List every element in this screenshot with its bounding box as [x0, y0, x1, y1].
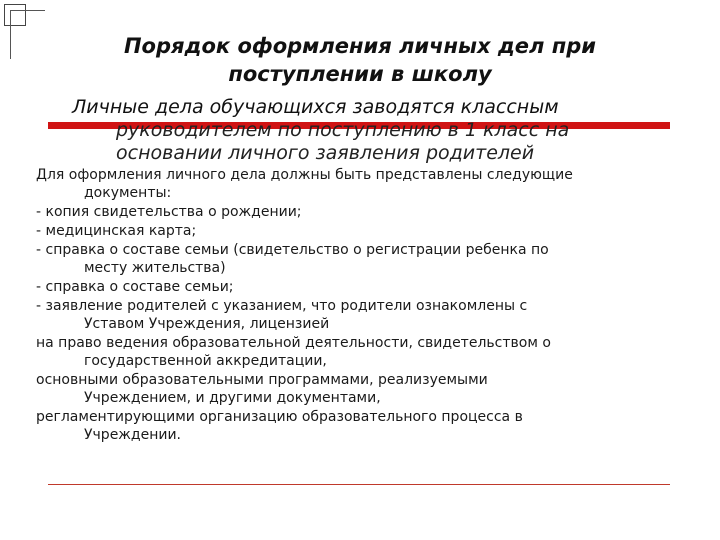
lead-paragraph [72, 96, 672, 165]
list-item-family-composition: - справка о составе семьи; [36, 279, 234, 295]
slide-title [60, 32, 660, 88]
bottom-divider [48, 484, 670, 485]
list-item-family-certificate [36, 241, 672, 277]
cont1-line-2: государственной аккредитации, [84, 353, 327, 369]
intro-line-2: документы: [84, 185, 172, 201]
decor-corner-frame [10, 10, 45, 59]
intro-line-1: Для оформления личного дела должны быть представлены следующие [36, 167, 573, 183]
item5-line-2: Уставом Учреждения, лицензией [84, 316, 330, 332]
intro-paragraph [36, 166, 672, 202]
cont2-line-2: Учреждением, и другими документами, [84, 390, 381, 406]
cont1-line-1: на право ведения образовательной деятельности, свидетельством о [36, 335, 551, 351]
cont3-line-1: регламентирующими организацию образовательного процесса в [36, 409, 523, 425]
body-text [36, 166, 672, 445]
lead-line-3: основании личного заявления родителей [116, 142, 535, 164]
list-item-medical-card: - медицинская карта; [36, 223, 197, 239]
cont3-line-2: Учреждении. [84, 427, 182, 443]
continuation-license [36, 334, 672, 370]
title-line-1: Порядок оформления личных дел при [123, 34, 597, 58]
item3-line-1: - справка о составе семьи (свидетельство о регистрации ребенка по [36, 242, 549, 258]
list-item-parent-application [36, 297, 672, 333]
item3-line-2: месту жительства) [84, 260, 226, 276]
list-item-birth-certificate: - копия свидетельства о рождении; [36, 204, 302, 220]
continuation-process [36, 408, 672, 444]
continuation-programs [36, 371, 672, 407]
title-line-2: поступлении в школу [228, 62, 492, 86]
lead-line-2: руководителем по поступлению в 1 класс на [116, 119, 570, 141]
item5-line-1: - заявление родителей с указанием, что родители ознакомлены с [36, 298, 528, 314]
lead-line-1: Личные дела обучающихся заводятся классным [72, 96, 559, 118]
cont2-line-1: основными образовательными программами, реализуемыми [36, 372, 488, 388]
